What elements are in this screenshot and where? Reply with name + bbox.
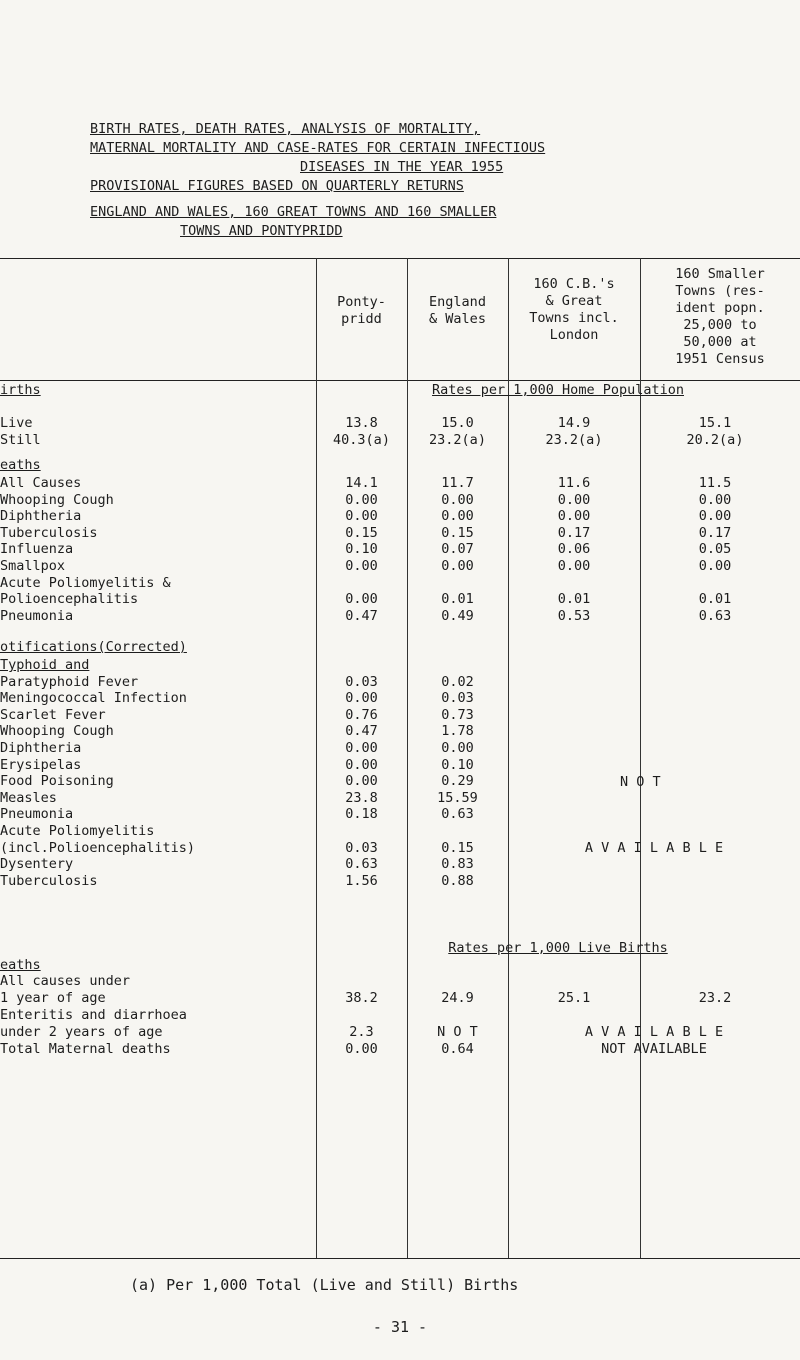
- deaths-cell-great: 0.17: [557, 524, 591, 541]
- notifications-row-label: Pneumonia: [0, 806, 74, 823]
- deaths-row-label: Whooping Cough: [0, 491, 114, 508]
- infant-deaths-section-label: eaths: [0, 957, 41, 973]
- col-header-england-wales: England & Wales: [429, 294, 486, 327]
- page-number: - 31 -: [372, 1318, 428, 1336]
- document-heading: [90, 120, 545, 196]
- subheading-line-1: ENGLAND AND WALES, 160 GREAT TOWNS AND 160 SMALLER: [90, 204, 497, 220]
- deaths-cell-smaller: 0.00: [698, 491, 732, 508]
- deaths-cell-great: 0.06: [557, 541, 591, 558]
- deaths-cell-england: 11.7: [441, 475, 474, 491]
- deaths-cell-smaller: 0.00: [698, 508, 732, 525]
- infant-cell-pontypridd: 2.3: [349, 1024, 374, 1040]
- deaths-cell-smaller: 0.05: [698, 541, 732, 558]
- notifications-not-text: N O T: [620, 774, 661, 790]
- notifications-cell-pontypridd: 0.63: [345, 856, 378, 873]
- notifications-cell-pontypridd: 0.00: [345, 756, 378, 773]
- births-cell-smaller: 15.1: [698, 415, 732, 431]
- notifications-cell-england: 0.63: [441, 806, 474, 823]
- notifications-cell-pontypridd: 0.76: [345, 706, 378, 723]
- deaths-section-label: eaths: [0, 457, 41, 473]
- notifications-cell-pontypridd: 23.8: [345, 789, 378, 806]
- table-top-rule: [0, 258, 800, 259]
- notifications-cell-england: 0.00: [441, 740, 474, 756]
- deaths-cell-pontypridd: 0.10: [345, 541, 378, 558]
- notifications-cell-pontypridd: 0.03: [345, 839, 378, 856]
- notifications-cell-england: 0.88: [441, 872, 474, 889]
- deaths-cell-pontypridd: 0.00: [345, 558, 378, 574]
- notifications-cell-england: 0.15: [441, 839, 474, 856]
- rates-per-1000-population-header: Rates per 1,000 Home Population: [432, 382, 684, 398]
- subheading-line-2: TOWNS AND PONTYPRIDD: [180, 223, 343, 239]
- notifications-row-label: Typhoid and: [0, 657, 90, 673]
- infant-cell-great: 25.1: [557, 990, 591, 1006]
- deaths-row-label: Acute Poliomyelitis &: [0, 574, 171, 591]
- deaths-cell-england: 0.49: [441, 607, 474, 624]
- deaths-row-label: All Causes: [0, 475, 82, 491]
- infant-cell-pontypridd: 0.00: [345, 1041, 378, 1057]
- births-cell-pontypridd: 13.8: [345, 415, 378, 431]
- notifications-cell-pontypridd: 0.18: [345, 806, 378, 823]
- deaths-cell-smaller: 0.00: [698, 558, 732, 574]
- heading-line-1: BIRTH RATES, DEATH RATES, ANALYSIS OF MORTALITY,: [90, 121, 481, 137]
- births-cell-england: 23.2(a): [429, 431, 486, 448]
- notifications-cell-england: 1.78: [441, 723, 474, 740]
- deaths-cell-england: 0.00: [441, 508, 474, 525]
- notifications-row-label: Diphtheria: [0, 740, 82, 756]
- deaths-cell-great: 0.01: [557, 591, 591, 608]
- infant-cell-great: A V A I L A B L E: [584, 1024, 724, 1040]
- notifications-row-label: Scarlet Fever: [0, 706, 106, 723]
- deaths-cell-great: 0.53: [557, 607, 591, 624]
- notifications-row-label: Dysentery: [0, 856, 74, 873]
- notifications-row-label: Acute Poliomyelitis: [0, 823, 155, 839]
- infant-row-label: Total Maternal deaths: [0, 1041, 171, 1057]
- infant-cell-smaller: 23.2: [698, 990, 732, 1006]
- deaths-row-label: Influenza: [0, 541, 74, 558]
- notifications-available-text: A V A I L A B L E: [584, 840, 724, 856]
- statistics-table: [0, 258, 800, 1258]
- deaths-row-label: Diphtheria: [0, 508, 82, 525]
- deaths-cell-england: 0.15: [441, 524, 474, 541]
- heading-line-2: MATERNAL MORTALITY AND CASE-RATES FOR CERTAIN INFECTIOUS: [90, 140, 546, 156]
- column-divider-3: [508, 258, 509, 1258]
- col-header-great-towns: 160 C.B.'s & Great Towns incl. London: [529, 276, 619, 343]
- notifications-row-label: Whooping Cough: [0, 723, 114, 740]
- rates-per-1000-live-births-header: Rates per 1,000 Live Births: [448, 940, 668, 956]
- deaths-cell-smaller: 11.5: [698, 475, 732, 491]
- deaths-cell-pontypridd: 0.00: [345, 591, 378, 608]
- header-bottom-rule: [0, 380, 800, 381]
- notifications-row-label: Measles: [0, 789, 57, 806]
- table-bottom-rule: [0, 1258, 800, 1259]
- deaths-cell-great: 0.00: [557, 491, 591, 508]
- notifications-section-label: otifications(Corrected): [0, 639, 187, 655]
- deaths-cell-great: 11.6: [557, 475, 591, 491]
- footnote: (a) Per 1,000 Total (Live and Still) Births: [130, 1276, 519, 1294]
- heading-line-4: PROVISIONAL FIGURES BASED ON QUARTERLY RETURNS: [90, 178, 464, 194]
- infant-cell-england: N O T: [437, 1024, 478, 1040]
- notifications-row-label: Tuberculosis: [0, 872, 98, 889]
- notifications-cell-england: 0.29: [441, 773, 474, 790]
- deaths-cell-pontypridd: 0.15: [345, 524, 378, 541]
- infant-row-label: 1 year of age: [0, 990, 106, 1006]
- deaths-row-label: Tuberculosis: [0, 524, 98, 541]
- col-header-pontypridd: Ponty- pridd: [337, 294, 386, 327]
- notifications-cell-pontypridd: 1.56: [345, 872, 378, 889]
- deaths-cell-smaller: 0.63: [698, 607, 732, 624]
- notifications-cell-pontypridd: 0.00: [345, 740, 378, 756]
- infant-row-label: All causes under: [0, 973, 131, 989]
- infant-row-label: Enteritis and diarrhoea: [0, 1007, 187, 1023]
- notifications-row-label: Paratyphoid Fever: [0, 673, 139, 690]
- births-row-label: Still: [0, 431, 41, 448]
- births-cell-great: 14.9: [557, 415, 591, 431]
- deaths-cell-great: 0.00: [557, 558, 591, 574]
- notifications-cell-england: 0.10: [441, 756, 474, 773]
- notifications-cell-england: 0.73: [441, 706, 474, 723]
- notifications-row-label: Erysipelas: [0, 756, 82, 773]
- deaths-cell-pontypridd: 0.00: [345, 491, 378, 508]
- notifications-row-label: Food Poisoning: [0, 773, 114, 790]
- notifications-row-label: Meningococcal Infection: [0, 690, 187, 707]
- col-header-smaller-towns: 160 Smaller Towns (res- ident popn. 25,000 to 50,000 at 1951 Census: [675, 266, 765, 367]
- deaths-cell-england: 0.00: [441, 491, 474, 508]
- document-subheading: [90, 203, 496, 241]
- deaths-cell-england: 0.01: [441, 591, 474, 608]
- notifications-cell-england: 15.59: [437, 789, 478, 806]
- deaths-row-label: Smallpox: [0, 558, 66, 574]
- notifications-cell-pontypridd: 0.47: [345, 723, 378, 740]
- heading-line-3: DISEASES IN THE YEAR 1955: [300, 159, 504, 175]
- deaths-cell-england: 0.07: [441, 541, 474, 558]
- deaths-cell-pontypridd: 0.00: [345, 508, 378, 525]
- deaths-cell-great: 0.00: [557, 508, 591, 525]
- deaths-cell-pontypridd: 14.1: [345, 475, 378, 491]
- deaths-cell-smaller: 0.17: [698, 524, 732, 541]
- notifications-cell-england: 0.83: [441, 856, 474, 873]
- infant-cell-england: 24.9: [441, 990, 474, 1006]
- notifications-cell-england: 0.03: [441, 690, 474, 707]
- deaths-cell-smaller: 0.01: [698, 591, 732, 608]
- infant-cell-great: NOT AVAILABLE: [601, 1041, 707, 1057]
- births-cell-pontypridd: 40.3(a): [333, 431, 390, 448]
- deaths-row-label: Polioencephalitis: [0, 591, 139, 608]
- infant-row-label: under 2 years of age: [0, 1024, 163, 1040]
- notifications-cell-pontypridd: 0.00: [345, 773, 378, 790]
- births-cell-smaller: 20.2(a): [686, 431, 744, 448]
- notifications-cell-pontypridd: 0.03: [345, 673, 378, 690]
- column-divider-4: [640, 258, 641, 1258]
- notifications-row-label: (incl.Polioencephalitis): [0, 839, 196, 856]
- notifications-cell-england: 0.02: [441, 673, 474, 690]
- infant-cell-pontypridd: 38.2: [345, 990, 378, 1006]
- births-cell-england: 15.0: [441, 415, 474, 431]
- deaths-cell-pontypridd: 0.47: [345, 607, 378, 624]
- births-row-label: Live: [0, 415, 33, 431]
- deaths-row-label: Pneumonia: [0, 607, 74, 624]
- notifications-cell-pontypridd: 0.00: [345, 690, 378, 707]
- births-cell-great: 23.2(a): [545, 431, 603, 448]
- births-section-label: irths: [0, 382, 41, 398]
- deaths-cell-england: 0.00: [441, 558, 474, 574]
- infant-cell-england: 0.64: [441, 1041, 474, 1057]
